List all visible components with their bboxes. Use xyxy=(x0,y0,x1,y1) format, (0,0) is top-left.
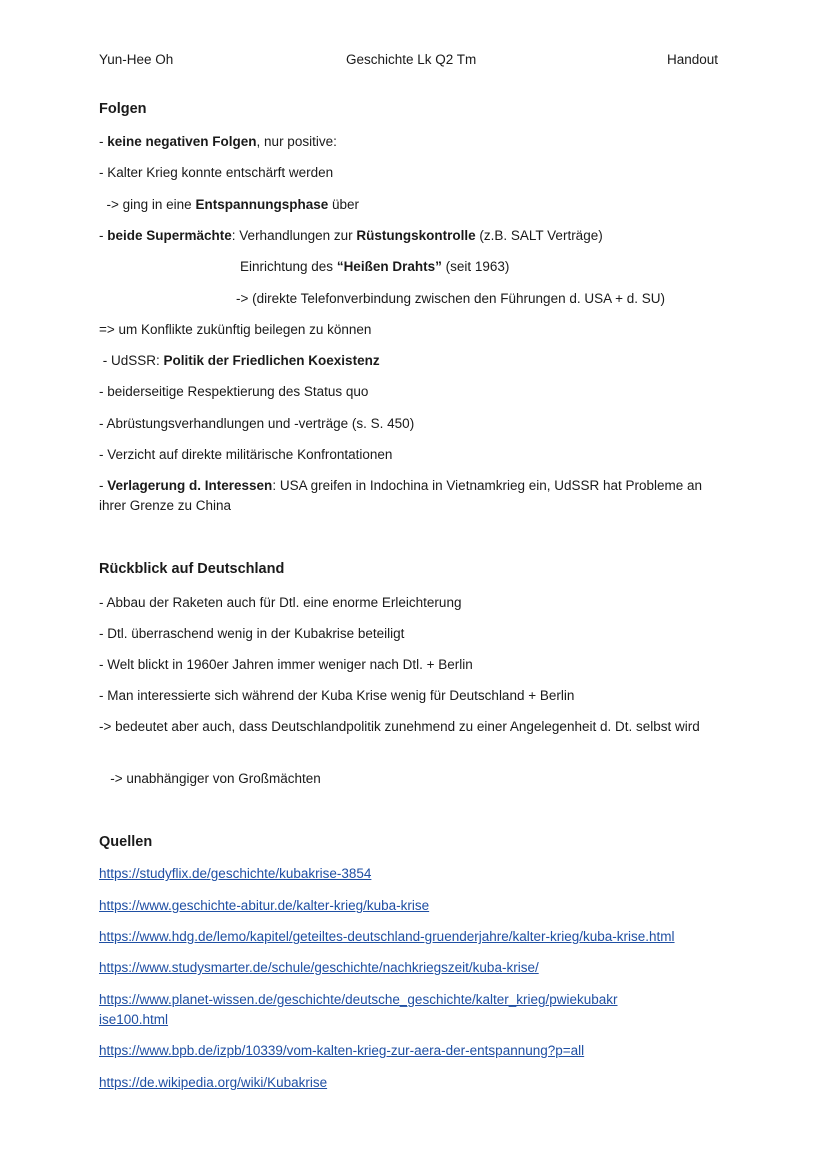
document-type: Handout xyxy=(667,52,719,67)
section-heading-folgen: Folgen xyxy=(99,101,147,117)
author-name: Yun-Hee Oh xyxy=(99,52,174,67)
text-line: Einrichtung des “Heißen Drahts” (seit 1963) xyxy=(240,259,510,274)
text-paragraph: - Verlagerung d. Interessen: USA greifen in Indochina in Vietnamkrieg ein, UdSSR hat Probleme an ihrer Grenze zu China xyxy=(99,478,703,513)
source-link[interactable]: https://www.geschichte-abitur.de/kalter-krieg/kuba-krise xyxy=(99,898,430,913)
text-line: - Verzicht auf direkte militärische Konfrontationen xyxy=(99,447,393,462)
source-link[interactable]: https://www.hdg.de/lemo/kapitel/geteiltes-deutschland-gruenderjahre/kalter-krieg/kuba-krise.html xyxy=(99,929,675,944)
text-line: - Dtl. überraschend wenig in der Kubakrise beteiligt xyxy=(99,626,405,641)
text-line: -> ging in eine Entspannungsphase über xyxy=(99,197,359,212)
text-line: - Kalter Krieg konnte entschärft werden xyxy=(99,165,334,180)
source-link[interactable]: https://www.planet-wissen.de/geschichte/deutsche_geschichte/kalter_krieg/pwiekubakrise100.html xyxy=(99,992,618,1027)
source-link[interactable]: https://de.wikipedia.org/wiki/Kubakrise xyxy=(99,1075,328,1090)
text-line: => um Konflikte zukünftig beilegen zu können xyxy=(99,322,372,337)
text-line: - beide Supermächte: Verhandlungen zur Rüstungskontrolle (z.B. SALT Verträge) xyxy=(99,228,603,243)
text-line: - Welt blickt in 1960er Jahren immer weniger nach Dtl. + Berlin xyxy=(99,657,473,672)
text-line: - Abrüstungsverhandlungen und -verträge (s. S. 450) xyxy=(99,416,415,431)
source-link[interactable]: https://studyflix.de/geschichte/kubakrise-3854 xyxy=(99,866,372,881)
text-line: -> unabhängiger von Großmächten xyxy=(99,771,321,786)
text-line: - Man interessierte sich während der Kuba Krise wenig für Deutschland + Berlin xyxy=(99,688,575,703)
section-heading-rueckblick: Rückblick auf Deutschland xyxy=(99,561,285,577)
text-line: - keine negativen Folgen, nur positive: xyxy=(99,134,337,149)
text-line: -> (direkte Telefonverbindung zwischen den Führungen d. USA + d. SU) xyxy=(236,291,666,306)
text-paragraph: -> bedeutet aber auch, dass Deutschlandpolitik zunehmend zu einer Angelegenheit d. Dt. selbst wird xyxy=(99,719,700,734)
text-line: - UdSSR: Politik der Friedlichen Koexistenz xyxy=(99,353,380,368)
source-link[interactable]: https://www.bpb.de/izpb/10339/vom-kalten-krieg-zur-aera-der-entspannung?p=all xyxy=(99,1043,585,1058)
course-name: Geschichte Lk Q2 Tm xyxy=(346,52,477,67)
section-heading-quellen: Quellen xyxy=(99,834,153,850)
source-link[interactable]: https://www.studysmarter.de/schule/geschichte/nachkriegszeit/kuba-krise/ xyxy=(99,960,539,975)
text-line: - beiderseitige Respektierung des Status quo xyxy=(99,384,369,399)
text-line: - Abbau der Raketen auch für Dtl. eine enorme Erleichterung xyxy=(99,595,462,610)
